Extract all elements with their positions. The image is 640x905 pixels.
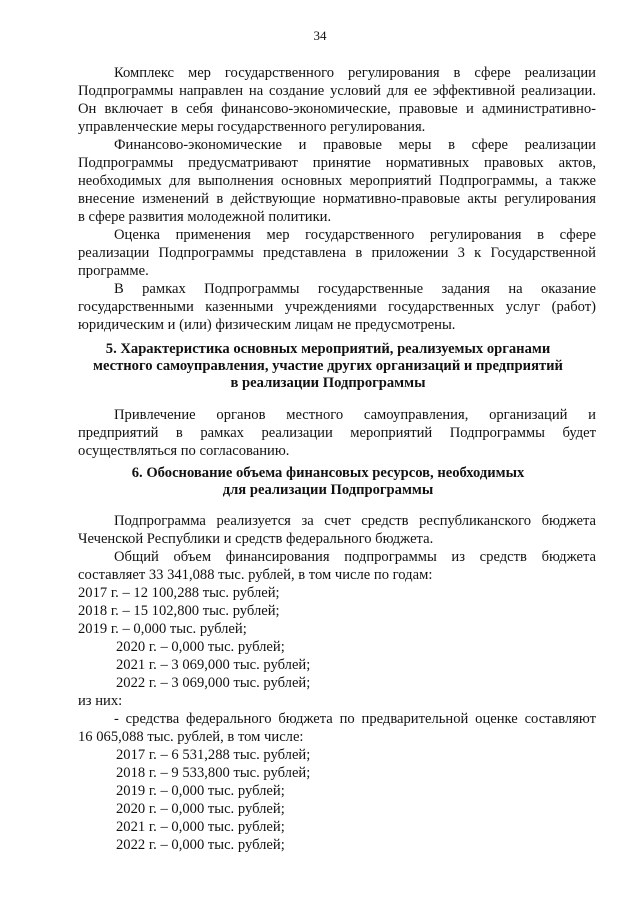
text-line: государственными казенными учреждениями государственных услуг (работ) [78, 299, 596, 315]
text-line: 16 065,088 тыс. рублей, в том числе: [78, 729, 304, 745]
text-line: юридическим и (или) физическим лицам не предусмотрены. [78, 317, 456, 333]
text-line: Подпрограмма реализуется за счет средств республиканского бюджета [114, 513, 596, 529]
text-line: управленческие меры государственного регулирования. [78, 119, 426, 135]
text-line: в сфере развития молодежной политики. [78, 209, 332, 225]
funding-year-line: 2021 г. – 3 069,000 тыс. рублей; [116, 657, 311, 673]
funding-year-line: 2020 г. – 0,000 тыс. рублей; [116, 801, 285, 817]
funding-year-line: 2020 г. – 0,000 тыс. рублей; [116, 639, 285, 655]
text-line: из них: [78, 693, 123, 709]
funding-year-line: 2018 г. – 15 102,800 тыс. рублей; [78, 603, 280, 619]
text-line: Он включает в себя финансово-экономические, правовые и административно- [78, 101, 596, 117]
funding-year-line: 2018 г. – 9 533,800 тыс. рублей; [116, 765, 311, 781]
funding-year-line: 2021 г. – 0,000 тыс. рублей; [116, 819, 285, 835]
text-line: - средства федерального бюджета по предварительной оценке составляют [114, 711, 596, 727]
text-line: Оценка применения мер государственного регулирования в сфере [114, 227, 596, 243]
text-line: Подпрограммы направлен на создание условий для ее эффективной реализации. [78, 83, 596, 99]
text-line: внесение изменений в действующие нормативно-правовые акты регулирования [78, 191, 596, 207]
funding-year-line: 2019 г. – 0,000 тыс. рублей; [78, 621, 247, 637]
text-line: Чеченской Республики и средств федерального бюджета. [78, 531, 434, 547]
text-line: Подпрограммы предусматривают принятие нормативных правовых актов, [78, 155, 596, 171]
text-line: Финансово-экономические и правовые меры в сфере реализации [114, 137, 596, 153]
section-heading: местного самоуправления, участие других организаций и предприятий [93, 358, 563, 374]
text-line: программе. [78, 263, 149, 279]
section-heading: в реализации Подпрограммы [230, 375, 426, 391]
text-line: Привлечение органов местного самоуправления, организаций и [114, 407, 596, 423]
page-number: 34 [313, 28, 327, 43]
text-line: составляет 33 341,088 тыс. рублей, в том числе по годам: [78, 567, 433, 583]
text-line: В рамках Подпрограммы государственные задания на оказание [114, 281, 596, 297]
funding-year-line: 2022 г. – 3 069,000 тыс. рублей; [116, 675, 311, 691]
funding-year-line: 2017 г. – 6 531,288 тыс. рублей; [116, 747, 311, 763]
text-line: Комплекс мер государственного регулирования в сфере реализации [114, 65, 596, 81]
text-line: необходимых для выполнения основных мероприятий Подпрограммы, а также [78, 173, 596, 189]
funding-year-line: 2019 г. – 0,000 тыс. рублей; [116, 783, 285, 799]
funding-year-line: 2017 г. – 12 100,288 тыс. рублей; [78, 585, 280, 601]
funding-year-line: 2022 г. – 0,000 тыс. рублей; [116, 837, 285, 853]
section-heading: для реализации Подпрограммы [222, 482, 434, 498]
section-heading: 5. Характеристика основных мероприятий, реализуемых органами [105, 341, 551, 357]
text-line: предприятий в рамках реализации мероприятий Подпрограммы будет [78, 425, 596, 441]
text-line: осуществляться по согласованию. [78, 443, 290, 459]
text-line: Общий объем финансирования подпрограммы из средств бюджета [114, 549, 596, 565]
text-line: реализации Подпрограммы представлена в приложении 3 к Государственной [78, 245, 596, 261]
section-heading: 6. Обоснование объема финансовых ресурсов, необходимых [131, 465, 525, 481]
